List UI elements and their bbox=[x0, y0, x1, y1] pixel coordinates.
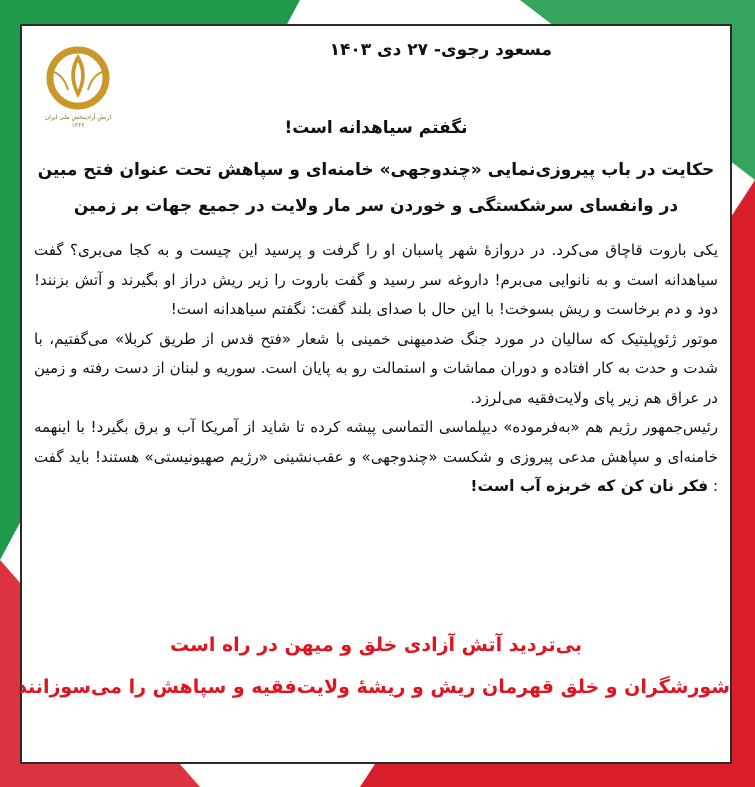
subtitle-line-2: در وانفسای سرشکستگی و خوردن سر مار ولایت در جمیع جهات بر زمین bbox=[73, 196, 679, 216]
logo-caption-line2: ۱۳۶۶ bbox=[71, 122, 85, 129]
slogan-1: بی‌تردید آتش آزادی خلق و میهن در راه است bbox=[170, 634, 582, 656]
author-date-header: مسعود رجوی- ۲۷ دی ۱۴۰۳ bbox=[329, 40, 552, 60]
slogan-2: شورشگران و خلق قهرمان ریش و ریشهٔ ولایت‌فقیه و سپاهش را می‌سوزانند bbox=[17, 676, 730, 698]
logo-caption-line1: ارتش آزادیبخش ملی ایران bbox=[44, 114, 112, 121]
page-subtitle bbox=[30, 152, 722, 224]
page-title: نگفتم سیاهدانه است! bbox=[284, 118, 468, 138]
paragraph-1: یکی باروت قاچاق می‌کرد. در دروازهٔ شهر پاسبان او را گرفت و پرسید این چیست و به کجا می‌بری؟ گفت سیاهدانه است و به نانوایی می‌برم! داروغه سر رسید و گفت باروت را زیر ریش دراز او بگیرند و آتش بزنند! دود و دم برخاست و ریش بسوخت! با این حال با صدای بلند گفت: نگفتم سیاهدانه است! bbox=[34, 241, 718, 318]
article-body bbox=[34, 236, 718, 502]
subtitle-line-1: حکایت در باب پیروزی‌نمایی «چندوجهی» خامنه‌ای و سپاهش تحت عنوان فتح مبین bbox=[37, 160, 715, 180]
proverb: فکر نان کن که خربزه آب است! bbox=[470, 477, 709, 495]
document-page bbox=[17, 24, 732, 764]
paragraph-2: موتور ژئوپلیتیک که سالیان در مورد جنگ ضدمیهنی خمینی با شعار «فتح قدس از طریق کربلا» می‌گفتیم، با شدت و حدت به کار افتاده و دوران مماشات و استمالت رو به پایان است. سوریه و لبنان از دست رفته و زمین در عراق هم زیر پای ولایت‌فقیه می‌لرزد. bbox=[34, 329, 718, 407]
paragraph-3 bbox=[34, 413, 718, 502]
paragraph-3-text: رئیس‌جمهور رژیم هم «به‌فرموده» دیپلماسی التماسی پیشه کرده تا شاید از آمریکا آب و برق بگیرد! با اینهمه خامنه‌ای و سپاهش مدعی پیروزی و شکست «چندوجهی» و عقب‌نشینی «رژیم صهیونیستی» هستند! باید گفت : bbox=[34, 418, 718, 495]
wheat-emblem-icon bbox=[34, 42, 122, 114]
